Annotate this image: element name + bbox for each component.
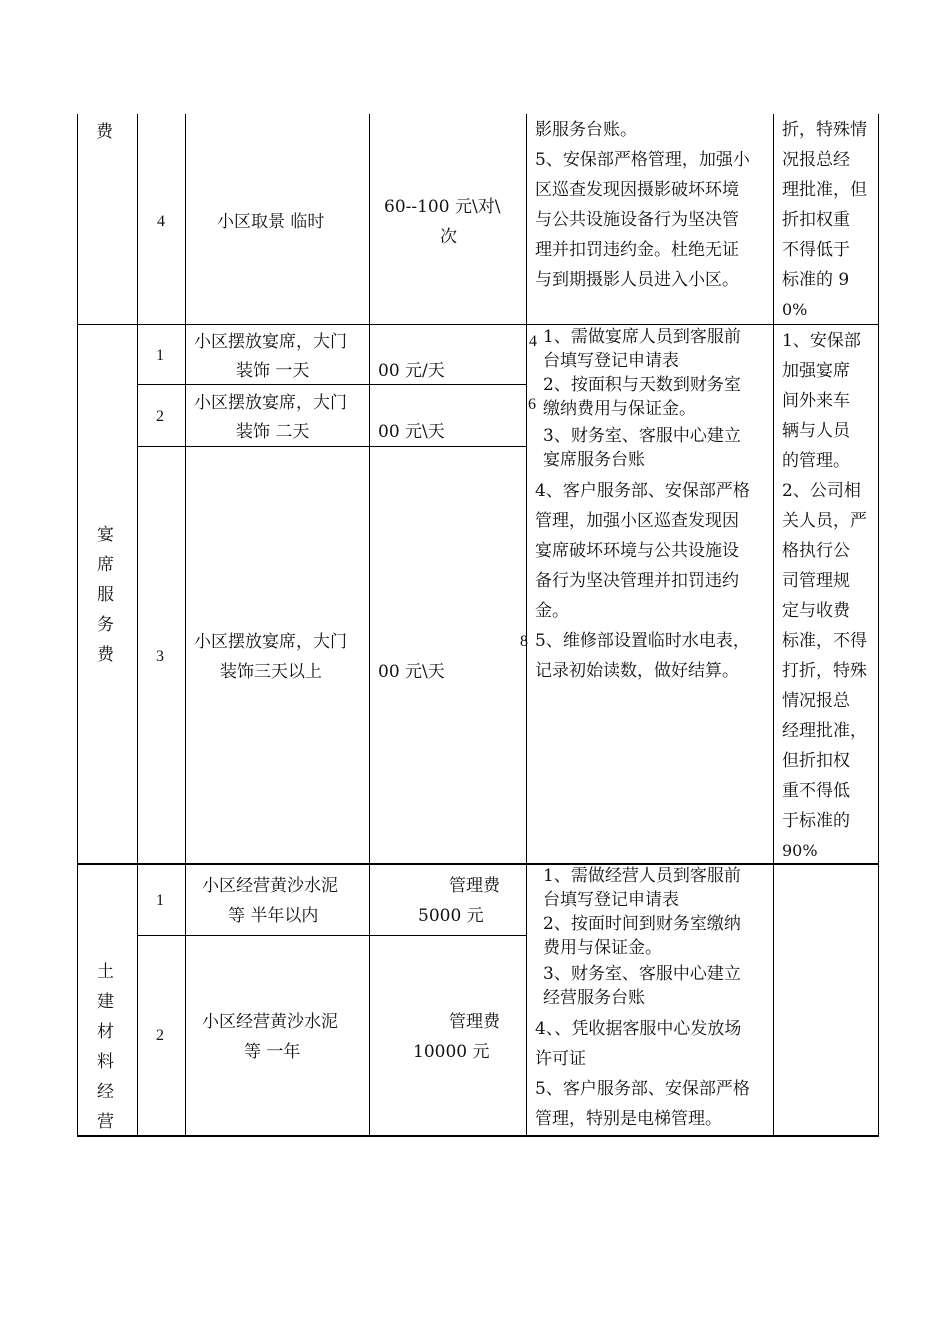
row-number: 2 — [156, 1027, 164, 1044]
measures-line: 4、、凭收据客服中心发放场 — [535, 1019, 742, 1039]
materials-row-line — [137, 935, 527, 936]
remarks-line: 间外来车 — [782, 391, 850, 411]
remarks-line: 辆与人员 — [782, 421, 850, 441]
remarks-line: 折扣权重 — [782, 210, 850, 230]
table-border-right — [878, 114, 879, 1137]
measures-line: 5、维修部设置临时水电表， — [535, 631, 750, 651]
measures-line: 台填写登记申请表 — [543, 351, 679, 371]
row-number: 1 — [156, 347, 164, 364]
remarks-line: 情况报总 — [782, 691, 850, 711]
banquet-row-line-1 — [137, 384, 527, 385]
measures-line: 理并扣罚违约金。杜绝无证 — [535, 240, 739, 260]
item-name-line-1: 小区摆放宴席，大门 — [194, 632, 347, 652]
row-number: 1 — [156, 892, 164, 909]
col-line-5 — [773, 114, 774, 1137]
remarks-line: 折，特殊情 — [782, 120, 867, 140]
measures-line: 经营服务台账 — [543, 988, 645, 1008]
item-name-line-1: 小区摆放宴席，大门 — [194, 332, 347, 352]
measures-line: 2、按面积与天数到财务室 — [543, 375, 741, 395]
measures-line: 5、客户服务部、安保部严格 — [535, 1079, 750, 1099]
remarks-line: 司管理规 — [782, 571, 850, 591]
item-name-line-2: 装饰 一天 — [236, 361, 310, 381]
measures-line: 3、财务室、客服中心建立 — [543, 426, 741, 446]
remarks-line: 于标准的 — [782, 811, 850, 831]
measures-line: 3、财务室、客服中心建立 — [543, 964, 741, 984]
category-char: 经 — [97, 1082, 114, 1102]
measures-line: 管理，加强小区巡查发现因 — [535, 511, 739, 531]
measures-line: 金。 — [535, 601, 569, 621]
remarks-line: 2、公司相 — [782, 481, 861, 501]
measures-line: 备行为坚决管理并扣罚违约 — [535, 571, 739, 591]
col-line-4 — [526, 114, 527, 1137]
section-divider-2 — [77, 863, 879, 865]
price: 00 元\天 — [378, 662, 445, 682]
category-char: 土 — [97, 962, 114, 982]
remarks-line: 但折扣权 — [782, 751, 850, 771]
measures-line: 费用与保证金。 — [543, 938, 662, 958]
measures-line: 许可证 — [535, 1049, 586, 1069]
col-line-1 — [137, 114, 138, 1137]
item-name-line-1: 小区经营黄沙水泥 — [202, 876, 338, 896]
measures-line: 1、需做宴席人员到客服前 — [543, 327, 741, 347]
section-divider-1 — [77, 324, 879, 325]
category-fee-tail: 费 — [96, 122, 113, 142]
category-char: 材 — [97, 1022, 114, 1042]
item-name: 小区取景 临时 — [217, 212, 325, 232]
price: 00 元/天 — [378, 361, 445, 381]
row-number: 4 — [157, 213, 165, 230]
category-char: 费 — [97, 645, 114, 665]
remarks-line: 0% — [782, 300, 808, 319]
row-number: 3 — [156, 648, 164, 665]
remarks-line: 的管理。 — [782, 451, 850, 471]
measures-line: 5、安保部严格管理，加强小 — [535, 150, 750, 170]
item-name-line-2: 等 半年以内 — [228, 906, 319, 926]
remarks-line: 90% — [782, 841, 818, 860]
item-name-line-1: 小区摆放宴席，大门 — [194, 393, 347, 413]
remarks-line: 1、安保部 — [782, 331, 861, 351]
measures-line: 影服务台账。 — [535, 120, 637, 140]
item-name-line-2: 装饰 二天 — [236, 422, 310, 442]
remarks-line: 格执行公 — [782, 541, 850, 561]
measures-line: 缴纳费用与保证金。 — [543, 399, 696, 419]
banquet-row-line-2 — [137, 446, 527, 447]
remarks-line: 定与收费 — [782, 601, 850, 621]
table-border-left — [77, 114, 78, 1137]
price-line-2: 次 — [440, 227, 457, 247]
measures-line: 1、需做经营人员到客服前 — [543, 866, 741, 886]
category-char: 席 — [97, 555, 114, 575]
category-char: 务 — [97, 615, 114, 635]
remarks-line: 重不得低 — [782, 781, 850, 801]
item-name-line-1: 小区经营黄沙水泥 — [202, 1012, 338, 1032]
price-line-1: 管理费 — [449, 876, 500, 896]
remarks-line: 理批准，但 — [782, 180, 867, 200]
measures-line: 与公共设施设备行为坚决管 — [535, 210, 739, 230]
item-name-line-2: 等 一年 — [244, 1042, 301, 1062]
remarks-line: 不得低于 — [782, 240, 850, 260]
col-line-2 — [185, 114, 186, 1137]
category-char: 服 — [97, 585, 114, 605]
remarks-line: 关人员，严 — [782, 511, 867, 531]
category-char: 建 — [97, 992, 114, 1012]
measures-line: 管理，特别是电梯管理。 — [535, 1109, 722, 1129]
item-name-line-2: 装饰三天以上 — [220, 662, 322, 682]
remarks-line: 打折，特殊 — [782, 661, 867, 681]
measures-line: 2、按面时间到财务室缴纳 — [543, 914, 741, 934]
remarks-line: 加强宴席 — [782, 361, 850, 381]
price: 00 元\天 — [378, 422, 445, 442]
table-border-bottom — [77, 1135, 879, 1137]
stray-digit: 4 — [529, 333, 537, 350]
remarks-line: 标准，不得 — [782, 631, 867, 651]
category-char: 料 — [97, 1052, 114, 1072]
stray-digit: 8 — [520, 633, 528, 650]
measures-line: 与到期摄影人员进入小区。 — [535, 270, 739, 290]
measures-line: 区巡查发现因摄影破坏环境 — [535, 180, 739, 200]
price-line-1: 60--100 元\对\ — [384, 197, 501, 217]
measures-line: 4、客户服务部、安保部严格 — [535, 481, 750, 501]
row-number: 2 — [156, 408, 164, 425]
price-line-2: 10000 元 — [413, 1042, 490, 1062]
price-line-1: 管理费 — [449, 1012, 500, 1032]
measures-line: 记录初始读数，做好结算。 — [535, 661, 739, 681]
remarks-line: 标准的 9 — [782, 270, 850, 290]
remarks-line: 经理批准， — [782, 721, 867, 741]
measures-line: 台填写登记申请表 — [543, 890, 679, 910]
col-line-3 — [369, 114, 370, 1137]
stray-digit: 6 — [528, 396, 536, 413]
measures-line: 宴席破坏环境与公共设施设 — [535, 541, 739, 561]
remarks-line: 况报总经 — [782, 150, 850, 170]
category-char: 营 — [97, 1112, 114, 1132]
category-char: 宴 — [97, 525, 114, 545]
price-line-2: 5000 元 — [418, 906, 484, 926]
measures-line: 宴席服务台账 — [543, 450, 645, 470]
